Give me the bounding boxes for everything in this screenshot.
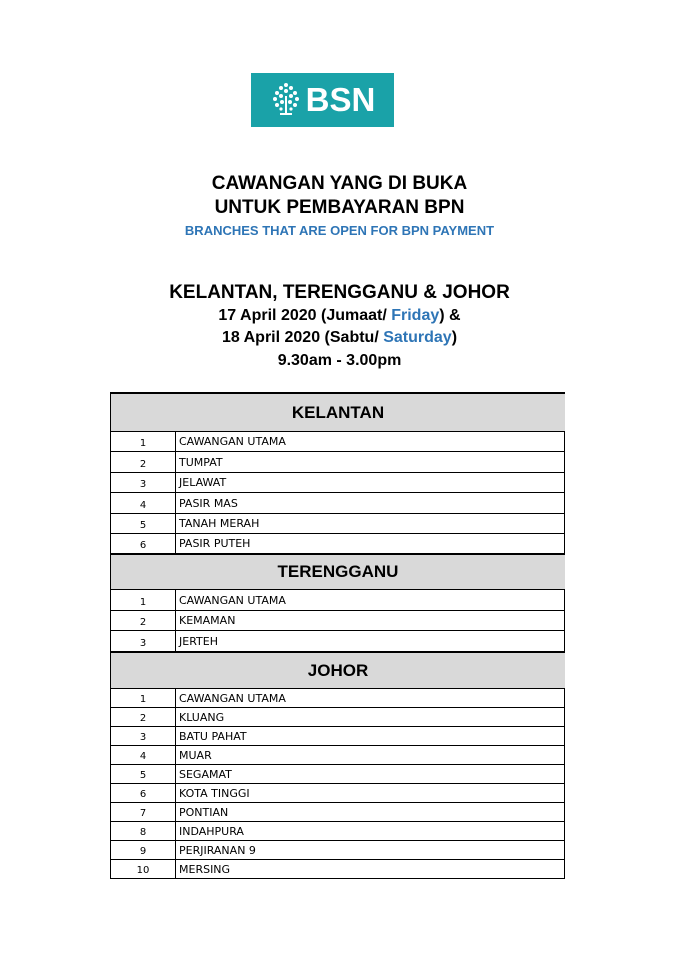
branch-name: PERJIRANAN 9 <box>175 841 565 860</box>
branch-name: TANAH MERAH <box>175 514 565 534</box>
branch-name: JERTEH <box>175 631 565 652</box>
branch-number: 2 <box>111 708 175 727</box>
table-row <box>110 432 565 452</box>
branch-number: 1 <box>111 689 175 708</box>
table-row <box>110 822 565 841</box>
branch-name: BATU PAHAT <box>175 727 565 746</box>
opening-hours: 9.30am - 3.00pm <box>277 352 402 369</box>
table-row <box>110 611 565 631</box>
table-row <box>110 860 565 879</box>
branch-number: 9 <box>111 841 175 860</box>
branch-name: PONTIAN <box>175 803 565 822</box>
date-line-2: 18 April 2020 (Sabtu/ Saturday) <box>221 329 458 346</box>
branch-number: 3 <box>111 631 175 652</box>
branch-name: INDAHPURA <box>175 822 565 841</box>
section-header-kelantan <box>110 392 565 432</box>
subtitle: BRANCHES THAT ARE OPEN FOR BPN PAYMENT <box>184 223 495 238</box>
table-row <box>110 708 565 727</box>
section-title: TERENGGANU <box>277 562 399 581</box>
table-row <box>110 631 565 652</box>
branch-number: 2 <box>111 611 175 631</box>
table-row <box>110 727 565 746</box>
branch-name: KOTA TINGGI <box>175 784 565 803</box>
table-row <box>110 493 565 514</box>
table-row <box>110 765 565 784</box>
branch-number: 7 <box>111 803 175 822</box>
tree-icon <box>270 80 302 120</box>
table-row <box>110 590 565 611</box>
branch-name: KLUANG <box>175 708 565 727</box>
branch-name: TUMPAT <box>175 452 565 473</box>
table-row <box>110 689 565 708</box>
branch-name: MERSING <box>175 860 565 879</box>
branch-name: CAWANGAN UTAMA <box>175 432 565 452</box>
branch-table <box>110 392 565 879</box>
logo-text: BSN <box>305 81 376 118</box>
branch-name: JELAWAT <box>175 473 565 493</box>
branch-number: 6 <box>111 784 175 803</box>
section-header-terengganu <box>110 554 565 590</box>
date-line-1: 17 April 2020 (Jumaat/ Friday) & <box>218 307 461 324</box>
branch-number: 5 <box>111 765 175 784</box>
states-heading: KELANTAN, TERENGGANU & JOHOR <box>169 282 510 303</box>
table-row <box>110 784 565 803</box>
table-row <box>110 514 565 534</box>
branch-number: 6 <box>111 534 175 554</box>
branch-name: PASIR MAS <box>175 493 565 514</box>
section-header-johor <box>110 652 565 689</box>
branch-number: 8 <box>111 822 175 841</box>
section-title: KELANTAN <box>291 403 385 422</box>
branch-number: 10 <box>111 860 175 879</box>
section-title: JOHOR <box>307 661 369 680</box>
branch-name: CAWANGAN UTAMA <box>175 689 565 708</box>
branch-name: PASIR PUTEH <box>175 534 565 554</box>
branch-name: KEMAMAN <box>175 611 565 631</box>
branch-number: 1 <box>111 432 175 452</box>
branch-number: 3 <box>111 473 175 493</box>
branch-name: MUAR <box>175 746 565 765</box>
table-row <box>110 803 565 822</box>
branch-name: SEGAMAT <box>175 765 565 784</box>
branch-number: 4 <box>111 493 175 514</box>
branch-number: 3 <box>111 727 175 746</box>
branch-number: 1 <box>111 590 175 611</box>
table-row <box>110 534 565 554</box>
table-row <box>110 841 565 860</box>
branch-number: 5 <box>111 514 175 534</box>
branch-number: 2 <box>111 452 175 473</box>
bsn-logo <box>251 73 394 127</box>
table-row <box>110 746 565 765</box>
table-row <box>110 452 565 473</box>
title-line-2: UNTUK PEMBAYARAN BPN <box>214 197 465 218</box>
branch-name: CAWANGAN UTAMA <box>175 590 565 611</box>
table-row <box>110 473 565 493</box>
title-line-1: CAWANGAN YANG DI BUKA <box>211 173 468 194</box>
branch-number: 4 <box>111 746 175 765</box>
